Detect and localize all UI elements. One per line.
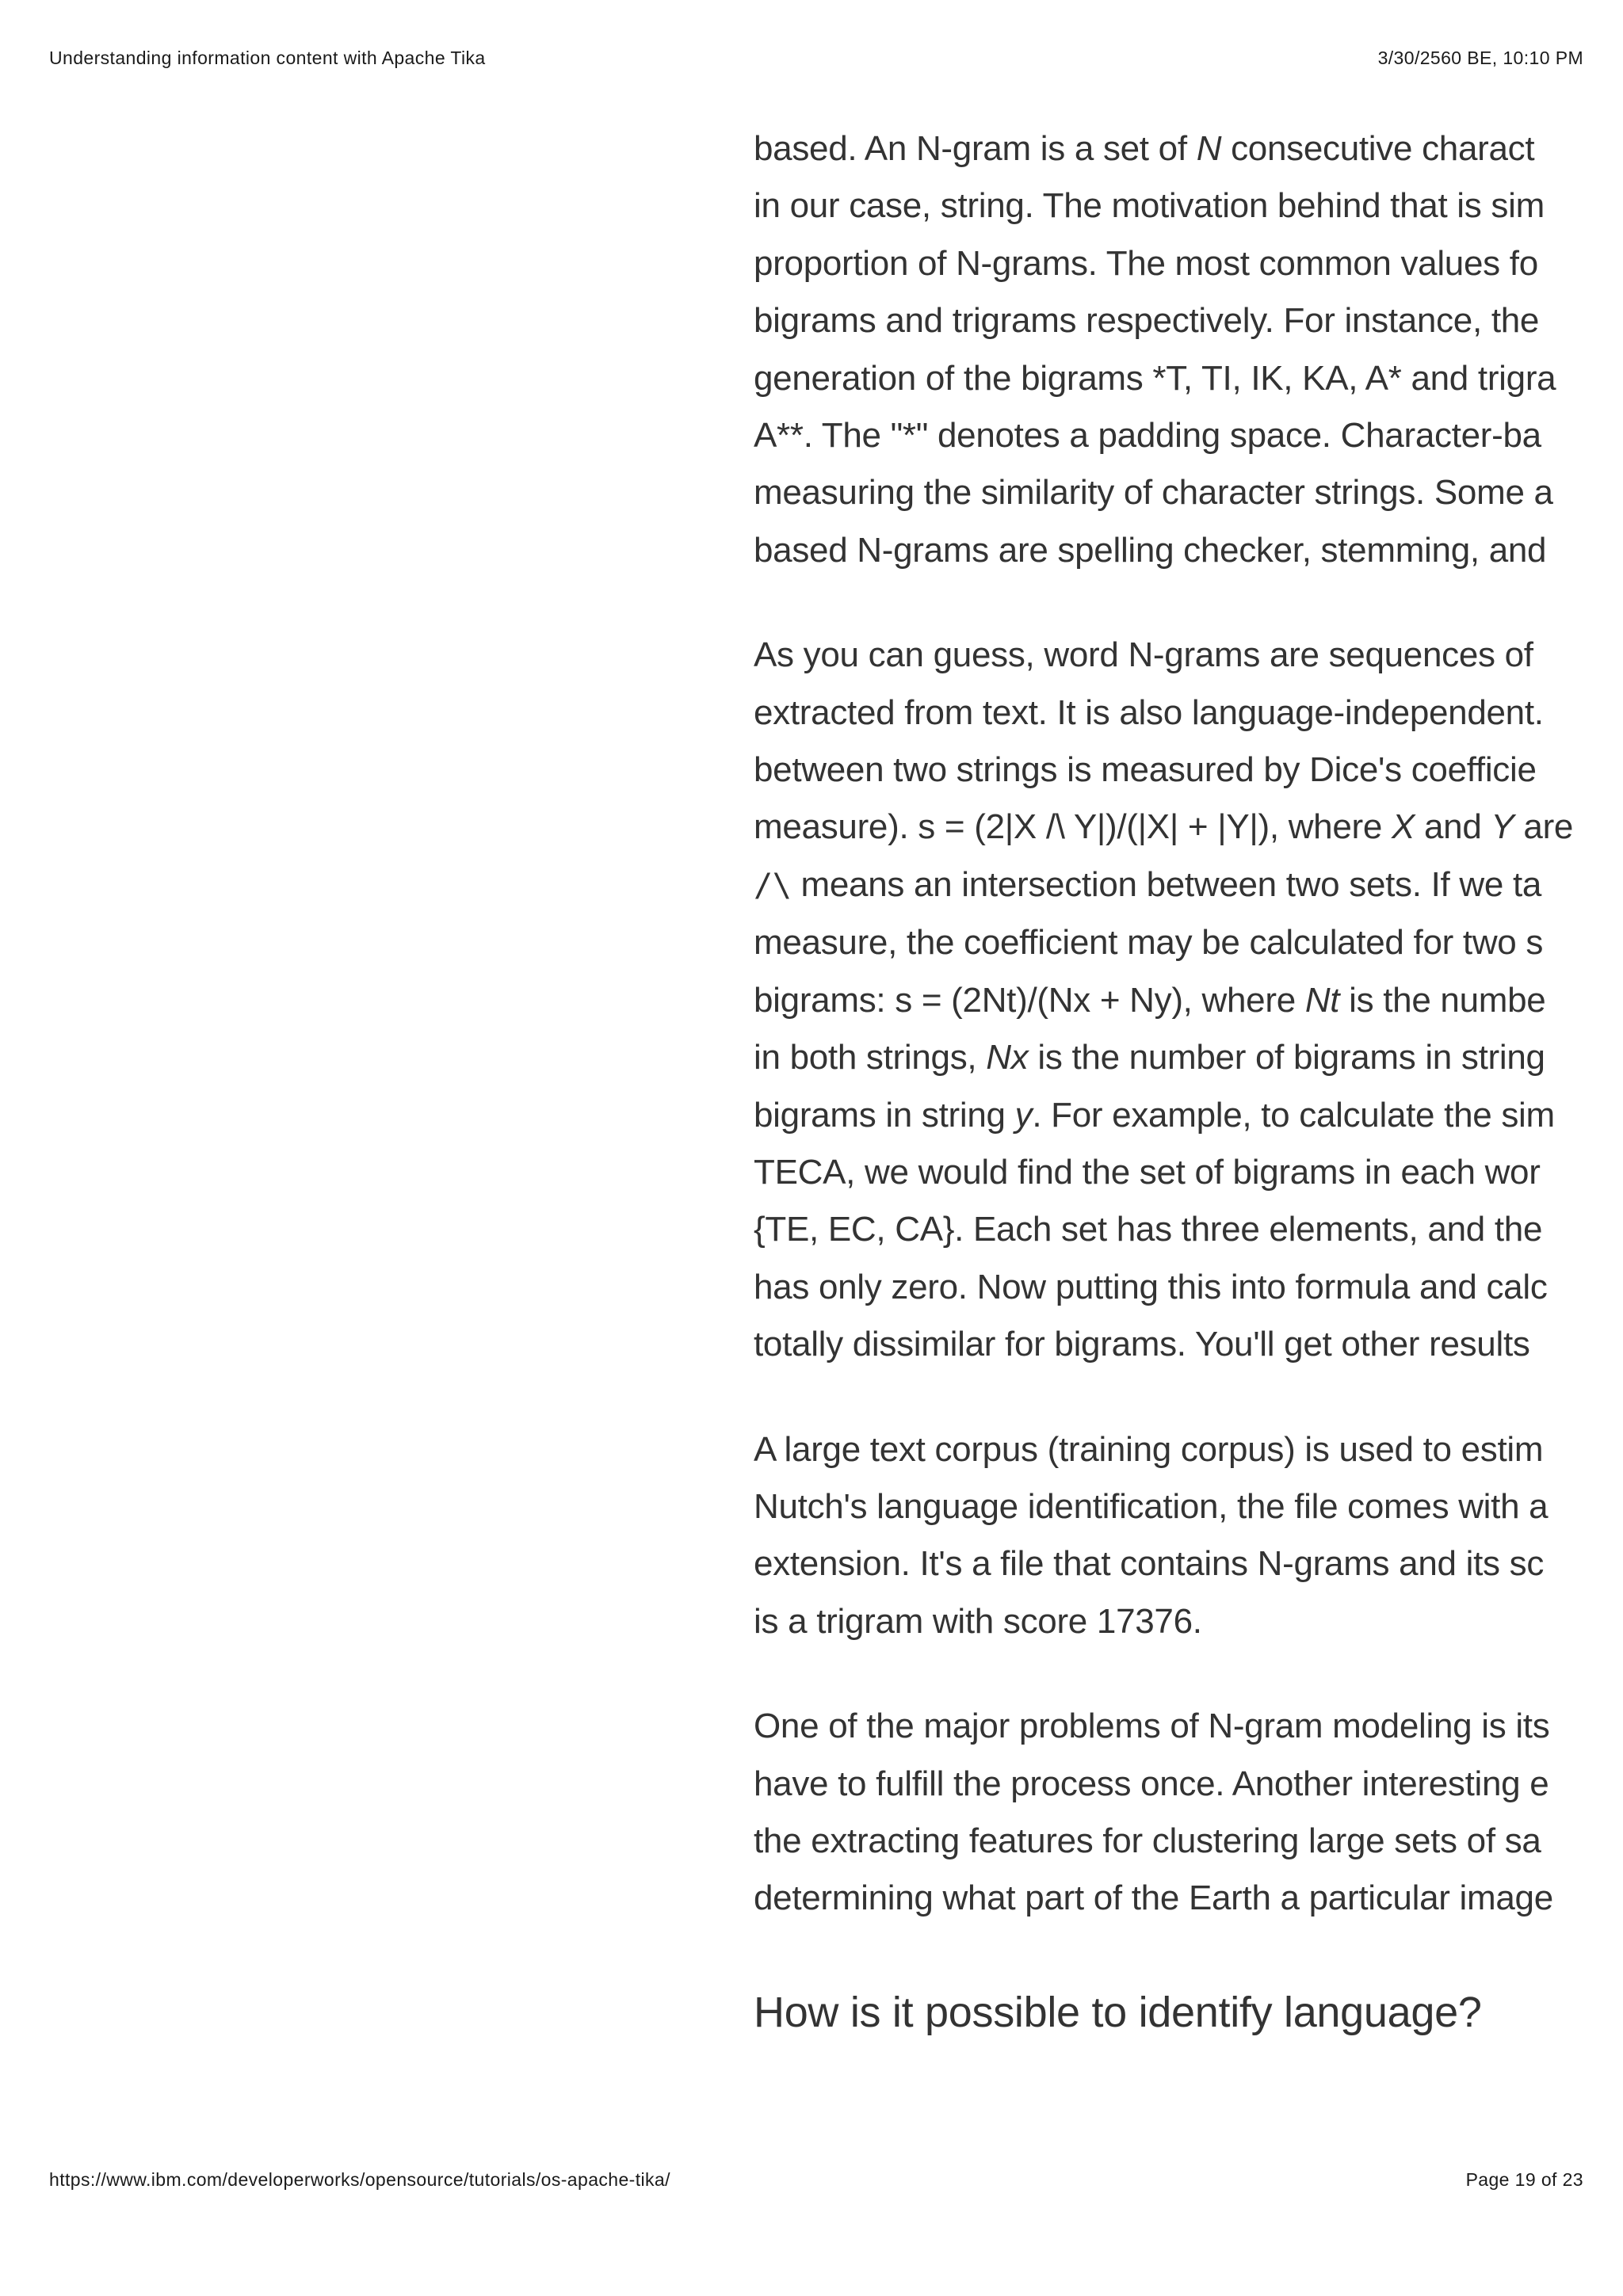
text-line: based. An N-gram is a set of N consecutive charact xyxy=(754,129,1535,168)
page-number: Page 19 of 23 xyxy=(1465,2169,1583,2190)
text-line: extension. It's a file that contains N-grams and its sc xyxy=(754,1544,1545,1584)
text-line: As you can guess, word N-grams are sequences of xyxy=(754,635,1533,675)
text-line: has only zero. Now putting this into formula and calc xyxy=(754,1267,1548,1306)
text-line: have to fulfill the process once. Another interesting e xyxy=(754,1764,1549,1803)
text-line: measuring the similarity of character strings. Some a xyxy=(754,473,1553,513)
text-line: determining what part of the Earth a particular image xyxy=(754,1878,1553,1918)
text-line: A large text corpus (training corpus) is used to estim xyxy=(754,1429,1544,1469)
paragraph-character-ngrams xyxy=(754,120,1583,579)
article-body xyxy=(754,120,1583,2037)
page-footer xyxy=(49,2169,1583,2191)
text-line: generation of the bigrams *T, TI, IK, KA, A* and trigra xyxy=(754,358,1556,398)
text-line: between two strings is measured by Dice's coefficie xyxy=(754,750,1537,790)
text-line: proportion of N-grams. The most common values fo xyxy=(754,243,1538,283)
footer-url[interactable]: https://www.ibm.com/developerworks/opensource/tutorials/os-apache-tika/ xyxy=(49,2169,670,2190)
paragraph-training-corpus xyxy=(754,1421,1583,1651)
section-heading: How is it possible to identify language? xyxy=(754,1988,1482,2036)
text-line: totally dissimilar for bigrams. You'll get other results xyxy=(754,1325,1530,1364)
text-line: in both strings, Nx is the number of bigrams in string xyxy=(754,1038,1545,1077)
text-line: /\ means an intersection between two sets. If we ta xyxy=(754,864,1542,904)
text-line: bigrams and trigrams respectively. For instance, the xyxy=(754,301,1540,341)
text-line: bigrams: s = (2Nt)/(Nx + Ny), where Nt is the numbe xyxy=(754,980,1546,1020)
text-line: {TE, EC, CA}. Each set has three elements, and the xyxy=(754,1210,1543,1249)
text-line: the extracting features for clustering large sets of sa xyxy=(754,1821,1541,1860)
text-line: extracted from text. It is also language-independent. xyxy=(754,692,1544,732)
text-line: is a trigram with score 17376. xyxy=(754,1601,1202,1641)
page-header xyxy=(49,48,1583,69)
text-line: One of the major problems of N-gram modeling is its xyxy=(754,1707,1550,1746)
header-timestamp: 3/30/2560 BE, 10:10 PM xyxy=(1377,48,1583,68)
paragraph-word-ngrams xyxy=(754,627,1583,1373)
text-line: in our case, string. The motivation behind that is sim xyxy=(754,186,1545,226)
text-line: Nutch's language identification, the file comes with a xyxy=(754,1486,1549,1526)
paragraph-ngram-problems xyxy=(754,1698,1583,1928)
text-line: measure, the coefficient may be calculated for two s xyxy=(754,923,1544,963)
text-line: TECA, we would find the set of bigrams in each wor xyxy=(754,1152,1541,1192)
header-title: Understanding information content with Apache Tika xyxy=(49,48,486,68)
text-line: based N-grams are spelling checker, stemming, and xyxy=(754,530,1547,570)
text-line: bigrams in string y. For example, to calculate the sim xyxy=(754,1095,1555,1135)
text-line: measure). s = (2|X /\ Y|)/(|X| + |Y|), where X and Y are xyxy=(754,807,1574,847)
text-line: A**. The "*" denotes a padding space. Character-ba xyxy=(754,416,1541,456)
